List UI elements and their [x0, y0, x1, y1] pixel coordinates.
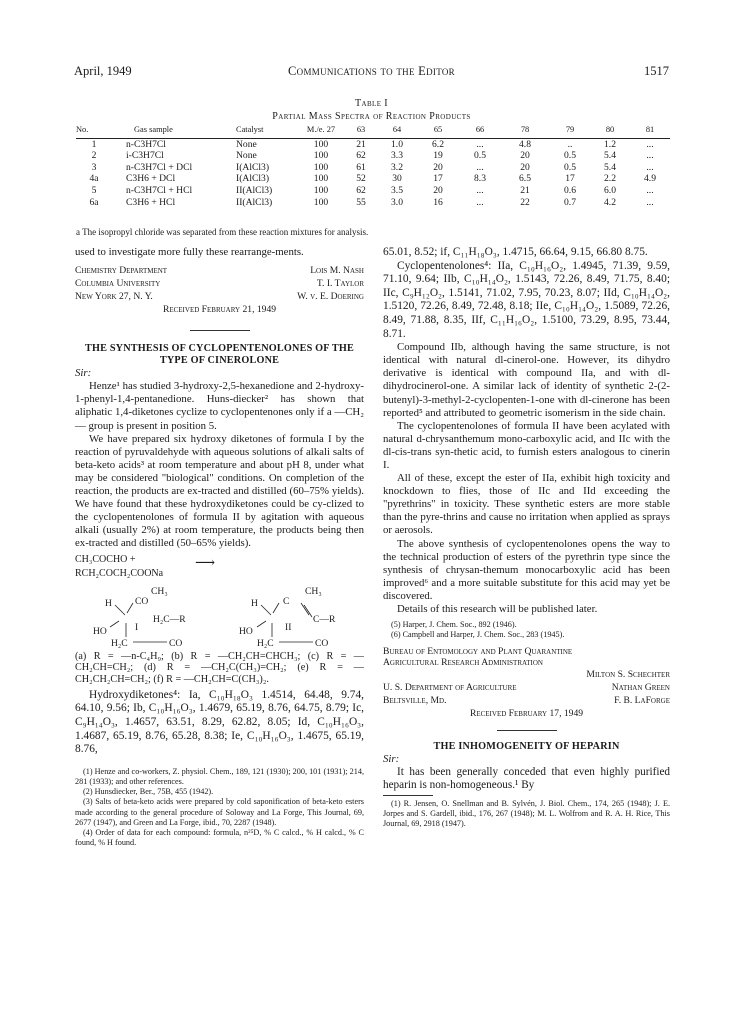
paragraph: The cyclopentenolones of formula II have been acylated with natural d-chrysanthemum mono-carboxylic acid, and IIc with the dl-cis-trans syn-thetic acid, to furnish esters analogous to cinerin I.: [383, 419, 670, 471]
paragraph: The above synthesis of cyclopentenolones opens the way to the technical production of esters of the pyrethrin type since the synthesis of chrysan-themum monocarboxylic acid has been improved⁶ and a more suitable substitute for this acid may yet be discovered.: [383, 537, 670, 602]
th-gas-sample: Gas sample: [112, 124, 236, 138]
atom-label: C: [283, 595, 290, 607]
table-title: Partial Mass Spectra of Reaction Products: [272, 111, 471, 122]
table-cell: 55: [356, 196, 366, 208]
table-cell: 20: [433, 184, 443, 196]
reactant-1: CH₃COCHO +: [75, 553, 136, 565]
table-cell: 21: [356, 138, 366, 150]
arrow-icon: ⟶: [195, 555, 216, 571]
atom-label: H₂C: [257, 637, 274, 649]
table-cell: 62: [356, 184, 366, 196]
signature-line: New York 27, N. Y. W. v. E. Doering: [75, 291, 364, 303]
table-cell: C3H6 + HCl: [126, 196, 176, 208]
table-header-row: [76, 124, 670, 138]
table-cell: i-C3H7Cl: [126, 150, 164, 162]
th-66: 66: [460, 124, 500, 138]
table-cell: 0.5: [474, 150, 486, 162]
affiliation: Agricultural Research Administration: [383, 656, 543, 668]
table-cell: 3.3: [391, 150, 403, 162]
footnote: (1) Henze and co-workers, Z. physiol. Chem., 189, 121 (1930); 200, 101 (1931); 214, 281 (1933); and other references.: [75, 766, 364, 787]
signature-line: Beltsville, Md. F. B. LaForge: [383, 694, 670, 706]
received-date: Received February 21, 1949: [162, 304, 277, 316]
salutation: Sir:: [383, 752, 400, 765]
table-cell: 30: [392, 173, 402, 185]
article-heading: THE SYNTHESIS OF CYCLOPENTENOLONES OF THE TYPE OF CINEROLONE: [84, 343, 355, 367]
th-81: 81: [630, 124, 670, 138]
th-catalyst: Catalyst: [236, 124, 298, 138]
footnote: (3) Salts of beta-keto acids were prepared by cold saponification of beta-keto esters made according to the general procedure of Soloway and La Forge, This Journal, 69, 2677 (1947), and Green and La Forge, ibid., 70, 2287 (1948).: [75, 797, 364, 827]
footnote: (5) Harper, J. Chem. Soc., 892 (1946).: [391, 620, 517, 630]
table-cell: 6.0: [604, 184, 616, 196]
structural-formulas: [75, 583, 364, 651]
atom-label: HO: [239, 625, 253, 637]
table-cell: ...: [476, 161, 484, 173]
salutation: Sir:: [75, 367, 92, 380]
formula-numeral: I: [135, 621, 139, 633]
table-cell: 100: [313, 196, 329, 208]
table-cell: 5: [91, 184, 97, 196]
signature-line: Columbia University T. I. Taylor: [75, 278, 364, 290]
signature-line: Chemistry Department Lois M. Nash: [75, 265, 364, 277]
received-date: Received February 17, 1949: [469, 707, 584, 719]
atom-label: CO: [169, 637, 183, 649]
table-cell: ...: [646, 138, 654, 150]
table-cell: 1.2: [604, 138, 616, 150]
table-cell: 17: [433, 173, 443, 185]
table-cell: 0.5: [564, 161, 576, 173]
table-cell: 2.2: [604, 173, 616, 185]
table-cell: 4.8: [519, 138, 531, 150]
table-cell: 20: [520, 161, 530, 173]
table-cell: 2: [91, 150, 97, 162]
table-cell: 8.3: [474, 173, 486, 185]
mass-spectra-table: [76, 124, 670, 208]
paragraph: Hydroxydiketones⁴: Ia, C₁₀H₁₈O₃ 1.4514, 64.48, 9.74, 64.10, 9.56; Ib, C₁₀H₁₆O₃, 1.4679, 65.19, 8.76, 64.75, 8.79; Ic, C₉H₁₄O₃, 1.4657, 63.51, 8.29, 62.82, 8.05; Id, C₁₀H₁₆O₃, 1.4687, 65.19, 8.76, 65.28, 8.38; Ie, C₁₀H₁₆O₃, 1.4675, 65.19, 8.76,: [75, 688, 364, 756]
table-cell: 22: [520, 196, 530, 208]
th-63: 63: [344, 124, 378, 138]
paragraph: We have prepared six hydroxy diketones of formula I by the reaction of pyruvaldehyde with aqueous solutions of alkali salts of beta-keto acids³ at room temperature and about pH 8, under what may be considered "biological" conditions. On completion of the reaction, the products are ex-tracted and distilled (60–75% yields). We have found that these hydroxydiketones could be cy-clized to the cyclopentenolones of formula II by agitation with aqueous alkali (usually 2%) at room temperature, the products being then ex-tracted and distilled (50–65% yields).: [75, 432, 364, 550]
atom-label: CO: [315, 637, 329, 649]
table-cell: 6.5: [519, 173, 531, 185]
table-cell: 100: [313, 138, 329, 150]
table-row: [76, 173, 670, 185]
footnote-divider: [383, 795, 433, 796]
table-cell: ...: [476, 196, 484, 208]
th-64: 64: [378, 124, 416, 138]
right-column: [383, 246, 670, 830]
table-cell: 52: [356, 173, 366, 185]
divider: [190, 330, 250, 331]
table-cell: 100: [313, 173, 329, 185]
table-cell: 4.9: [644, 173, 656, 185]
table-cell: 100: [313, 150, 329, 162]
paragraph: All of these, except the ester of IIa, exhibit high toxicity and knockdown to flies, those of IIc and IId exceeding the "pyrethrins" in toxicity. These synthetic esters are more stable than the pyre-thrins and cause no irritation when applied as sprays or aerosols.: [383, 472, 670, 537]
table-row: [76, 185, 670, 197]
paragraph: Details of this research will be published later.: [397, 603, 598, 616]
header-date: April, 1949: [74, 64, 132, 78]
affiliation: Bureau of Entomology and Plant Quarantine: [383, 645, 573, 657]
paragraph: used to investigate more fully these rearrange-ments.: [75, 246, 304, 258]
atom-label: CO: [135, 595, 149, 607]
table-row: [76, 162, 670, 174]
table-cell: n-C3H7Cl: [126, 138, 166, 150]
table-cell: 19: [433, 150, 443, 162]
table-cell: n-C3H7Cl + DCl: [126, 161, 193, 173]
table-cell: I(AlCl3): [236, 173, 270, 185]
th-78: 78: [500, 124, 550, 138]
atom-label: H₂C—R: [153, 613, 186, 625]
table-cell: 61: [356, 161, 366, 173]
table-cell: 20: [433, 161, 443, 173]
atom-label: C—R: [313, 613, 336, 625]
table-cell: 20: [520, 150, 530, 162]
table-cell: ..: [567, 138, 573, 150]
left-column: [75, 246, 364, 848]
table-cell: ...: [646, 161, 654, 173]
footnote: (6) Campbell and Harper, J. Chem. Soc., 283 (1945).: [391, 630, 565, 640]
reaction-equation: [75, 551, 364, 581]
table-cell: 6.2: [432, 138, 444, 150]
table-cell: n-C3H7Cl + HCl: [126, 184, 193, 196]
atom-label: H: [105, 597, 112, 609]
table-cell: 1.0: [391, 138, 403, 150]
table-cell: 4a: [89, 173, 99, 185]
table-footnote: a The isopropyl chloride was separated from these reaction mixtures for analysis.: [76, 227, 369, 237]
table-cell: 0.6: [564, 184, 576, 196]
table-cell: 3.5: [391, 184, 403, 196]
table-cell: 5.4: [604, 150, 616, 162]
table-cell: ...: [646, 196, 654, 208]
atom-label: H: [251, 597, 258, 609]
divider: [497, 730, 557, 731]
th-65: 65: [416, 124, 460, 138]
table-cell: 16: [433, 196, 443, 208]
table-row: [76, 138, 670, 150]
table-caption: Table I: [354, 98, 388, 109]
footnote: (2) Hunsdiecker, Ber., 75B, 455 (1942).: [83, 787, 214, 797]
signature-line: U. S. Department of Agriculture Nathan Green: [383, 681, 670, 693]
table-cell: 4.2: [604, 196, 616, 208]
table-cell: 0.7: [564, 196, 576, 208]
th-no: No.: [76, 124, 112, 138]
th-80: 80: [590, 124, 630, 138]
table-cell: 21: [520, 184, 530, 196]
table-cell: 1: [91, 138, 97, 150]
paragraph: Cyclopentenolones⁴: IIa, C₁₀H₁₆O₂, 1.4945, 71.39, 9.59, 71.10, 9.64; IIb, C₁₀H₁₄O₂, 1.5143, 72.26, 8.49, 71.75, 8.40; IIc, C₉H₁₂O₂, 1.5141, 71.02, 7.95, 70.23, 8.07; IId, C₁₀H₁₄O₂, 1.5120, 72.26, 8.49, 72.48, 8.18; IIe, C₁₀H₁₄O₂, 1.5089, 72.26, 8.49, 71.88, 8.35, IIf, C₁₁H₁₆O₂, 1.5100, 73.29, 8.95, 73.44, 8.71.: [383, 259, 670, 340]
table-row: [76, 150, 670, 162]
table-cell: II(AlCl3): [236, 184, 273, 196]
article-heading: THE INHOMOGENEITY OF HEPARIN: [433, 740, 620, 752]
table-cell: I(AlCl3): [236, 161, 270, 173]
table-cell: None: [236, 138, 257, 150]
footnote: (1) R. Jensen, O. Snellman and B. Sylvén, J. Biol. Chem., 174, 265 (1948); J. E. Jorpes and S. Gardell, ibid., 176, 267 (1948); M. L. Wolfrom and R. A. H. Rice, This Journal, 69, 2918 (1947).: [383, 798, 670, 829]
table-row: [76, 197, 670, 209]
table-cell: 17: [565, 173, 575, 185]
th-79: 79: [550, 124, 590, 138]
table-cell: ...: [476, 138, 484, 150]
table-cell: ...: [646, 184, 654, 196]
table-cell: II(AlCl3): [236, 196, 273, 208]
page-number: 1517: [644, 64, 669, 78]
th-m27: M./e. 27: [298, 124, 344, 138]
table-cell: ...: [646, 150, 654, 162]
paragraph: Compound IIb, although having the same structure, is not identical with natural dl-cinerol-one. However, its dihydro derivative is identical with compound IIa, and with dl-dihydrocinerol-one. A similar lack of identity of synthetic 2-(2-butenyl)-3-methyl-2-cyclopenten-1-one with dl-cinerone has been reported⁵ and attributed to geometric isomerism in the side chain.: [383, 341, 670, 419]
atom-label: HO: [93, 625, 107, 637]
substituent-definitions: (a) R = —n-C₄H₉; (b) R = —CH₂CH=CHCH₃; (c) R = —CH₂CH=CH₂; (d) R = —CH₂C(CH₃)=CH₂; (e) R = —CH₂CH₂CH=CH₂; (f) R = —CH₂CH=C(CH₃)₂.: [75, 650, 364, 686]
footnote: (4) Order of data for each compound: formula, n²⁵D, % C calcd., % H calcd., % C found, % H found.: [75, 828, 364, 848]
header-section: Communications to the Editor: [288, 64, 455, 78]
paragraph: 65.01, 8.52; if, C₁₁H₁₈O₃, 1.4715, 66.64, 9.15, 66.80 8.75.: [383, 246, 648, 258]
table-cell: 100: [313, 161, 329, 173]
table-cell: 0.5: [564, 150, 576, 162]
atom-label: H₂C: [111, 637, 128, 649]
table-cell: 5.4: [604, 161, 616, 173]
paragraph: Henze¹ has studied 3-hydroxy-2,5-hexanedione and 2-hydroxy-1-phenyl-1,4-pentanedione. Huns-diecker² has shown that aliphatic 1,4-diketones cyclize to cyclopentenones only if a —CH₂— group is present in position 5.: [75, 380, 364, 432]
paragraph: It has been generally conceded that even highly purified heparin is non-homogeneous.¹ By: [383, 765, 670, 791]
table-cell: 3.2: [391, 161, 403, 173]
table-cell: C3H6 + DCl: [126, 173, 176, 185]
table-cell: 62: [356, 150, 366, 162]
methyl-label: CH₃: [305, 585, 322, 597]
formula-numeral: II: [285, 621, 292, 633]
table-cell: 3.0: [391, 196, 403, 208]
table-cell: ...: [476, 184, 484, 196]
reactant-2: RCH₂COCH₂COONa: [75, 567, 164, 579]
running-header: [74, 64, 669, 80]
methyl-label: CH₃: [151, 585, 168, 597]
signature-line: Milton S. Schechter: [586, 668, 670, 680]
table-cell: 3: [91, 161, 97, 173]
table-cell: 6a: [89, 196, 99, 208]
table-cell: None: [236, 150, 257, 162]
table-cell: 100: [313, 184, 329, 196]
